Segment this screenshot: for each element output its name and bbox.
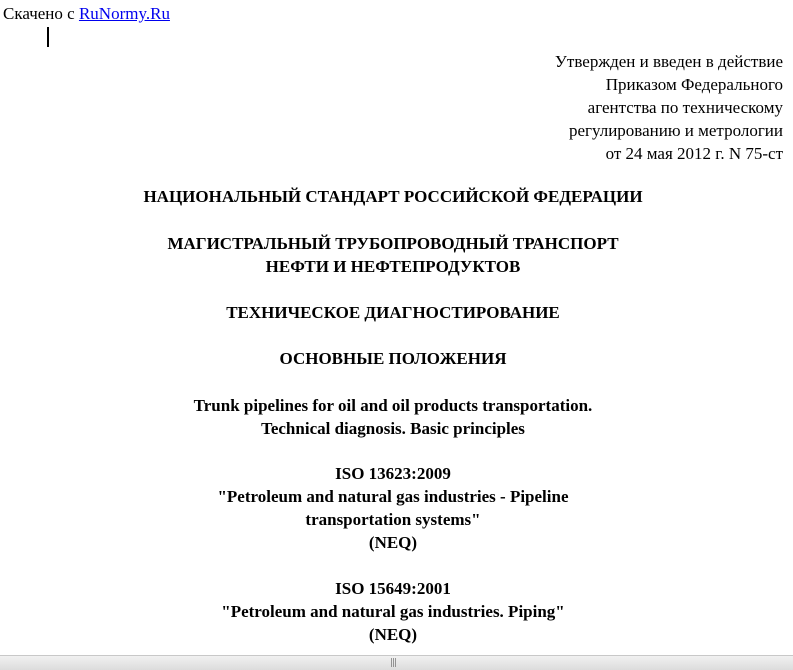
iso-reference — [0, 577, 786, 646]
iso-reference-equivalence: (NEQ) — [368, 625, 418, 644]
document-title — [0, 232, 786, 278]
iso-reference — [0, 462, 786, 554]
document-subtitle-text: ТЕХНИЧЕСКОЕ ДИАГНОСТИРОВАНИЕ — [226, 303, 560, 322]
standard-type-text: НАЦИОНАЛЬНЫЙ СТАНДАРТ РОССИЙСКОЙ ФЕДЕРАЦИИ — [143, 187, 643, 206]
section-heading — [0, 347, 786, 370]
iso-reference-title-line: "Petroleum and natural gas industries - Pipeline — [217, 487, 569, 506]
iso-reference-title-line: transportation systems" — [305, 510, 481, 529]
iso-reference-code: ISO 13623:2009 — [335, 464, 451, 483]
iso-reference-title-line: "Petroleum and natural gas industries. Piping" — [221, 602, 565, 621]
document-title-line: НЕФТИ И НЕФТЕПРОДУКТОВ — [265, 257, 521, 276]
english-title-line: Trunk pipelines for oil and oil products transportation. — [193, 396, 593, 415]
approval-line: Утвержден и введен в действие — [554, 52, 783, 71]
document-subtitle — [0, 301, 786, 324]
approval-line: Приказом Федерального — [605, 75, 783, 94]
document-title-line: МАГИСТРАЛЬНЫЙ ТРУБОПРОВОДНЫЙ ТРАНСПОРТ — [167, 234, 619, 253]
approval-block — [555, 50, 783, 165]
runormy-link[interactable]: RuNormy.Ru — [78, 4, 170, 23]
approval-line: от 24 мая 2012 г. N 75-ст — [605, 144, 783, 163]
download-source-prefix: Скачено с — [3, 4, 75, 23]
text-cursor — [47, 27, 49, 47]
iso-reference-equivalence: (NEQ) — [368, 533, 418, 552]
download-source-line — [3, 4, 170, 24]
scroll-grip-icon[interactable]: ||| — [389, 658, 397, 668]
iso-reference-code: ISO 15649:2001 — [335, 579, 451, 598]
approval-line: агентства по техническому — [587, 98, 783, 117]
english-title-line: Technical diagnosis. Basic principles — [261, 419, 525, 438]
standard-type-heading — [0, 185, 786, 208]
horizontal-scrollbar[interactable] — [0, 655, 793, 670]
section-heading-text: ОСНОВНЫЕ ПОЛОЖЕНИЯ — [279, 349, 507, 368]
english-title — [0, 394, 786, 440]
approval-line: регулированию и метрологии — [568, 121, 783, 140]
